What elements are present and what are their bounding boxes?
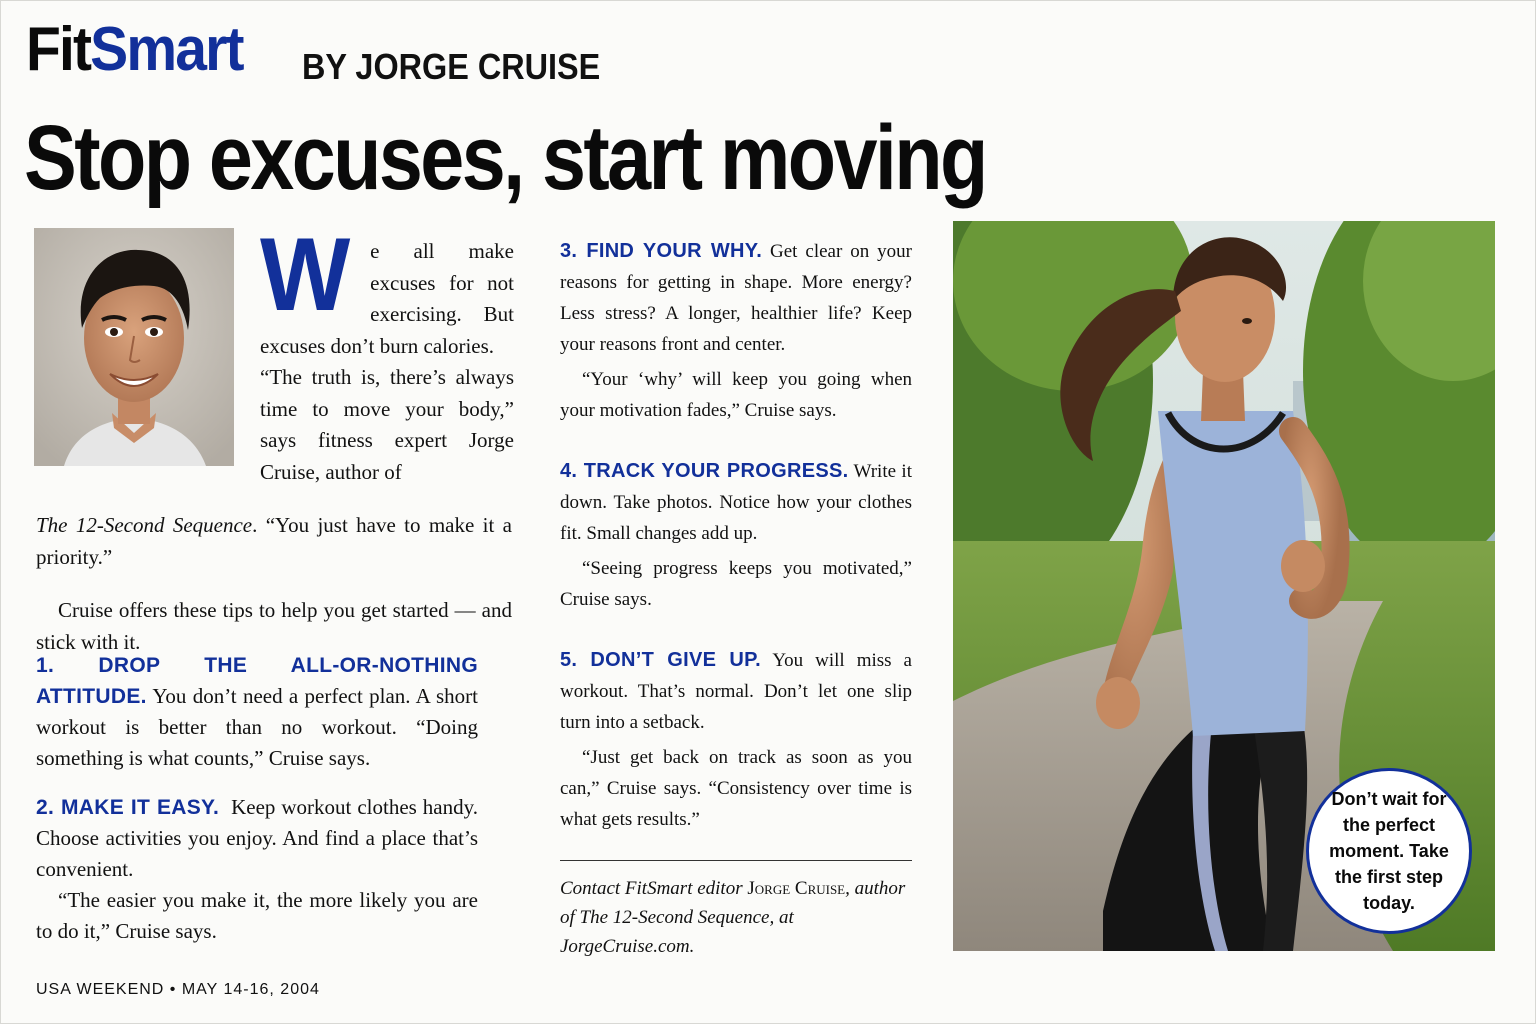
tip-5 xyxy=(560,645,912,738)
byline: BY JORGE CRUISE xyxy=(302,46,601,87)
intro-paragraph-2-start: “The truth is, there’s always time to move your body,” says fitness expert Jorge Cruise, author of xyxy=(260,365,514,484)
contact-book: The 12-Second Sequence xyxy=(579,907,770,928)
brand-smart: Smart xyxy=(90,15,243,84)
tips-left-column xyxy=(36,650,478,947)
issue-footer: USA WEEKEND • MAY 14-16, 2004 xyxy=(36,981,320,998)
tip-1 xyxy=(36,650,478,774)
tip-1-title: 1. DROP THE ALL-OR-NOTHING ATTITUDE. xyxy=(36,654,478,708)
tip-4-body: Write it down. Take photos. Notice how your clothes fit. Small changes add up. xyxy=(560,461,912,544)
contact-suffix: , at JorgeCruise.com. xyxy=(560,907,794,957)
book-title: The 12-Second Sequence xyxy=(36,513,253,537)
tip-3-title: 3. FIND YOUR WHY. xyxy=(560,240,763,262)
author-portrait xyxy=(34,228,234,466)
contact-note xyxy=(560,874,912,961)
divider-rule xyxy=(560,860,912,861)
masthead xyxy=(26,14,601,87)
drop-cap: W xyxy=(260,217,351,333)
tip-2-body: Keep workout clothes handy. Choose activities you enjoy. And find a place that’s convenient. xyxy=(36,795,478,881)
contact-middle: , author of xyxy=(560,878,906,928)
intro-paragraph-3: Cruise offers these tips to help you get started — and stick with it. xyxy=(36,598,512,654)
contact-prefix: Contact FitSmart editor xyxy=(560,878,743,899)
tip-5-quote: “Just get back on track as soon as you can,” Cruise says. “Consistency over time is what gets results.” xyxy=(560,747,912,830)
pull-quote-callout: Don’t wait for the perfect moment. Take the first step today. xyxy=(1306,768,1472,934)
tip-2-quote: “The easier you make it, the more likely you are to do it,” Cruise says. xyxy=(36,888,478,943)
tip-3-quote: “Your ‘why’ will keep you going when your motivation fades,” Cruise says. xyxy=(560,369,912,421)
tip-4-quote: “Seeing progress keeps you motivated,” Cruise says. xyxy=(560,558,912,610)
contact-name: Jorge Cruise xyxy=(747,878,846,899)
tip-5-title: 5. DON’T GIVE UP. xyxy=(560,649,761,671)
intro-paragraph-1: e all make excuses for not exercising. But excuses don’t burn calories. xyxy=(260,239,514,358)
tip-4 xyxy=(560,456,912,549)
tip-1-body: You don’t need a perfect plan. A short workout is better than no workout. “Doing something is what counts,” Cruise says. xyxy=(36,684,478,770)
tips-middle-column xyxy=(560,236,912,835)
brand-logo xyxy=(26,14,243,85)
intro-column xyxy=(260,217,514,488)
brand-fit: Fit xyxy=(26,15,91,84)
intro-paragraph-2-end: . “You just have to make it a priority.” xyxy=(36,513,512,569)
tip-4-title: 4. TRACK YOUR PROGRESS. xyxy=(560,460,849,482)
headline: Stop excuses, start moving xyxy=(24,107,986,209)
tip-2-title: 2. MAKE IT EASY. xyxy=(36,796,220,819)
tip-3-body: Get clear on your reasons for getting in shape. More energy? Less stress? A longer, healthier life? Keep your reasons front and center. xyxy=(560,241,912,355)
tip-3 xyxy=(560,236,912,360)
tip-2 xyxy=(36,792,478,885)
tip-5-body: You will miss a workout. That’s normal. Don’t let one slip turn into a setback. xyxy=(560,650,912,733)
